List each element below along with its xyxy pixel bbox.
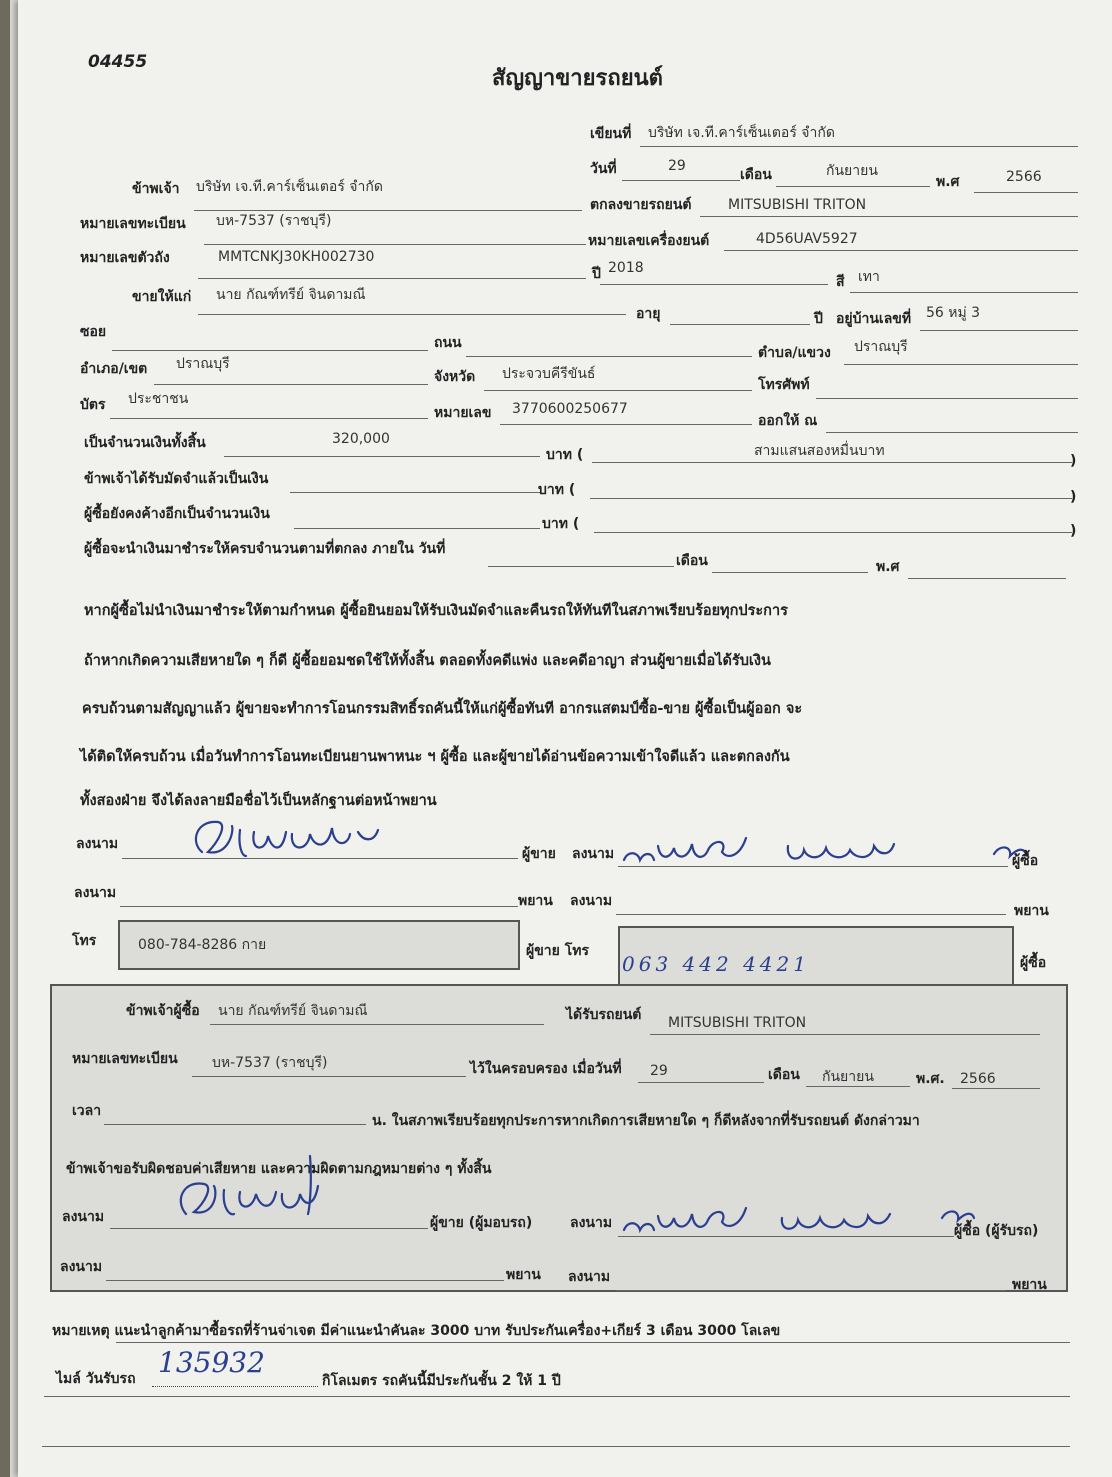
reg-label: หมายเลขทะเบียน [80,216,186,232]
chassis-line [198,278,586,279]
color-value: เทา [858,269,880,285]
total-line [224,456,540,457]
subdistrict-value: ปราณบุรี [854,339,908,355]
buyer-name-value: นาย กัณฑ์ทรีย์ จินดามณี [216,287,366,303]
seller-label: ข้าพเจ้า [132,181,180,197]
receipt-reg-value: บห-7537 (ราชบุรี) [212,1055,328,1071]
receipt-month-label: เดือน [768,1067,800,1083]
total-baht: บาท ( [546,447,584,463]
remaining-baht: บาท ( [542,516,580,532]
time-text: น. ในสภาพเรียบร้อยทุกประการหากเกิดการเสียหายใด ๆ ก็ดีหลังจากที่รับรถยนต์ ดังกล่าวมา [372,1113,920,1129]
engine-line [724,250,1078,251]
receipt-witness2-sign-label: ลงนาม [568,1269,611,1285]
received-label: ได้รับรถยนต์ [566,1007,642,1023]
buyer-role-label: ผู้ซื้อ [1012,853,1039,869]
receipt-day-line [638,1082,764,1083]
seller-line [194,210,582,211]
witness1-sign-line [120,906,518,907]
chassis-value: MMTCNKJ30KH002730 [218,249,375,265]
province-line [484,390,752,391]
receipt-buyer-signature-image [618,1196,918,1242]
vehicle-model-value: MITSUBISHI TRITON [728,197,867,213]
buyer-name-line [198,314,626,315]
received-line [650,1034,1040,1035]
receipt-month-line [806,1086,910,1087]
sell-to-label: ขายให้แก่ [132,289,192,305]
remaining-line [294,528,540,529]
witness2-sign-label: ลงนาม [570,893,613,909]
phone-label: โทรศัพท์ [758,377,810,393]
liability-text: ข้าพเจ้าขอรับผิดชอบค่าเสียหาย และความผิดตามกฎหมายต่าง ๆ ทั้งสิ้น [66,1161,492,1177]
receipt-year-value: 2566 [960,1071,996,1087]
date-line [622,180,740,181]
year-label: พ.ศ [936,174,960,190]
reg-value: บห-7537 (ราชบุรี) [216,213,332,229]
note-text: หมายเหตุ แนะนำลูกค้ามาซื้อรถที่ร้านจ่าเจต มีค่าแนะนำคันละ 3000 บาท รับประกันเครื่อง+เกียร์ 3 เดือน 3000 โลเลข [52,1323,781,1339]
card-value: ประชาชน [128,391,189,407]
deposit-label: ข้าพเจ้าได้รับมัดจำแล้วเป็นเงิน [84,471,269,487]
witness1-sign-label: ลงนาม [74,885,117,901]
card-no-value: 3770600250677 [512,401,628,417]
document-number: 04455 [88,52,148,72]
house-value: 56 หมู่ 3 [926,305,981,321]
receipt-buyer-line [210,1024,544,1025]
receipt-seller-role: ผู้ขาย (ผู้มอบรถ) [430,1215,533,1231]
vehicle-year-line [600,284,828,285]
color-line [850,292,1078,293]
buyer-signature-image [618,826,918,872]
engine-value: 4D56UAV5927 [756,231,858,247]
due-year-line [908,578,1066,579]
year-line [974,192,1078,193]
written-at-label: เขียนที่ [590,126,632,142]
month-value: กันยายน [826,163,878,179]
vehicle-year-label: ปี [592,266,601,282]
color-label: สี [836,274,845,290]
witness1-role-label: พยาน [518,893,553,909]
receipt-witness1-sign-label: ลงนาม [60,1259,103,1275]
month-label: เดือน [740,167,772,183]
age-unit: ปี [814,311,823,327]
mileage-line [44,1396,1070,1397]
seller-signature-image [188,812,388,868]
deposit-words-line [590,498,1072,499]
receipt-reg-label: หมายเลขทะเบียน [72,1051,178,1067]
time-label: เวลา [72,1103,102,1119]
age-label: อายุ [636,306,661,322]
receipt-reg-line [192,1076,466,1077]
issued-label: ออกให้ ณ [758,413,818,429]
district-label: อำเภอ/เขต [80,361,148,377]
seller-phone-label: โทร [72,933,97,949]
total-label: เป็นจำนวนเงินทั้งสิ้น [84,435,206,451]
deposit-baht: บาท ( [538,482,576,498]
remaining-label: ผู้ซื้อยังคงค้างอีกเป็นจำนวนเงิน [84,506,270,522]
soi-line [112,350,428,351]
total-words-line [592,462,1072,463]
buyer-phone-value: 063 442 4421 [622,952,810,976]
vehicle-year-value: 2018 [608,260,644,276]
mileage-value: 135932 [158,1346,265,1379]
buyer-phone-label: ผู้ขาย โทร [526,943,589,959]
document-title: สัญญาขายรถยนต์ [492,66,663,91]
due-day-line [488,566,674,567]
district-line [154,384,428,385]
agree-sell-label: ตกลงขายรถยนต์ [590,197,692,213]
card-no-label: หมายเลข [434,405,492,421]
written-at-line [640,146,1078,147]
due-label: ผู้ซื้อจะนำเงินมาชำระให้ครบจำนวนตามที่ตกลง ภายใน วันที่ [84,541,446,557]
phone-line [816,398,1078,399]
year-value: 2566 [1006,169,1042,185]
seller-phone-value: 080-784-8286 กาย [138,937,267,953]
remaining-words-line [594,532,1072,533]
terms-line-5: ทั้งสองฝ่าย จึงได้ลงลายมือชื่อไว้เป็นหลักฐานต่อหน้าพยาน [80,793,437,809]
card-line [110,418,428,419]
seller-role-label: ผู้ขาย [522,846,556,862]
province-value: ประจวบคีรีขันธ์ [502,366,596,382]
blank-line [42,1446,1070,1447]
total-value: 320,000 [332,431,390,447]
deposit-close-paren: ) [1070,489,1077,505]
card-label: บัตร [80,397,106,413]
date-label: วันที่ [590,161,617,177]
receipt-buyer-role: ผู้ซื้อ (ผู้รับรถ) [954,1223,1039,1239]
soi-label: ซอย [80,324,107,340]
terms-line-1: หากผู้ซื้อไม่นำเงินมาชำระให้ตามกำหนด ผู้ซื้อยินยอมให้รับเงินมัดจำและคืนรถให้ทันทีในสภาพเรียบร้อยทุกประการ [84,603,788,619]
receipt-seller-signature-image [174,1150,344,1230]
received-value: MITSUBISHI TRITON [668,1015,807,1031]
deposit-line [290,492,540,493]
mileage-dotted-line [152,1386,318,1387]
reg-line [204,244,586,245]
due-year-label: พ.ศ [876,559,900,575]
receipt-month-value: กันยายน [822,1069,874,1085]
receipt-buyer-label: ข้าพเจ้าผู้ซื้อ [126,1003,200,1019]
possession-label: ไว้ในครอบครอง เมื่อวันที่ [470,1061,622,1077]
due-month-label: เดือน [676,553,708,569]
month-line [776,186,930,187]
chassis-label: หมายเลขตัวถัง [80,250,170,266]
total-close-paren: ) [1070,453,1077,469]
province-label: จังหวัด [434,369,476,385]
issued-line [826,432,1078,433]
mileage-label: ไมล์ วันรับรถ [56,1371,136,1387]
receipt-buyer-value: นาย กัณฑ์ทรีย์ จินดามณี [218,1003,368,1019]
remaining-close-paren: ) [1070,523,1077,539]
contract-document [18,0,1112,1477]
total-words: สามแสนสองหมื่นบาท [754,443,885,459]
receipt-seller-sign-label: ลงนาม [62,1209,105,1225]
road-line [466,356,752,357]
terms-line-2: ถ้าหากเกิดความเสียหายใด ๆ ก็ดี ผู้ซื้อยอมชดใช้ให้ทั้งสิ้น ตลอดทั้งคดีแพ่ง และคดีอาญา ส่วนผู้ขายเมื่อได้รับเงิน [84,653,771,669]
receipt-day-value: 29 [650,1063,668,1079]
receipt-witness1-sign-line [106,1280,504,1281]
card-no-line [500,424,752,425]
vehicle-receipt-section [50,984,1068,1292]
seller-sign-label: ลงนาม [76,836,119,852]
vehicle-model-line [700,216,1078,217]
road-label: ถนน [434,335,462,351]
terms-line-3: ครบถ้วนตามสัญญาแล้ว ผู้ขายจะทำการโอนกรรมสิทธิ์รถคันนี้ให้แก่ผู้ซื้อทันที อากรแสตมป์ซื้อ-ขาย ผู้ซื้อเป็นผู้ออก จะ [82,701,803,717]
receipt-witness2-sign-line [616,1290,1006,1291]
district-value: ปราณบุรี [176,356,230,372]
seller-value: บริษัท เจ.ที.คาร์เซ็นเตอร์ จำกัด [196,179,383,195]
receipt-buyer-sign-label: ลงนาม [570,1215,613,1231]
witness2-sign-line [616,914,1006,915]
house-line [920,330,1078,331]
buyer-phone-role-label: ผู้ซื้อ [1020,955,1047,971]
mileage-suffix: กิโลเมตร รถคันนี้มีประกันชั้น 2 ให้ 1 ปี [322,1373,561,1389]
receipt-year-label: พ.ศ. [916,1071,945,1087]
engine-label: หมายเลขเครื่องยนต์ [588,233,710,249]
terms-line-4: ได้ติดให้ครบถ้วน เมื่อวันทำการโอนทะเบียนยานพาหนะ ฯ ผู้ซื้อ และผู้ขายได้อ่านข้อความเข้าใจดีแล้ว และตกลงกัน [80,749,790,765]
age-line [670,324,810,325]
witness2-role-label: พยาน [1014,903,1049,919]
buyer-sign-label: ลงนาม [572,846,615,862]
due-month-line [712,572,868,573]
subdistrict-label: ตำบล/แขวง [758,345,831,361]
time-line [104,1124,366,1125]
note-line [116,1342,1070,1343]
house-label: อยู่บ้านเลขที่ [836,311,912,327]
receipt-year-line [952,1088,1040,1089]
date-value: 29 [668,158,686,174]
written-at-value: บริษัท เจ.ที.คาร์เซ็นเตอร์ จำกัด [648,125,835,141]
receipt-witness2-role: พยาน [1012,1277,1047,1293]
receipt-witness1-role: พยาน [506,1267,541,1283]
subdistrict-line [844,364,1078,365]
